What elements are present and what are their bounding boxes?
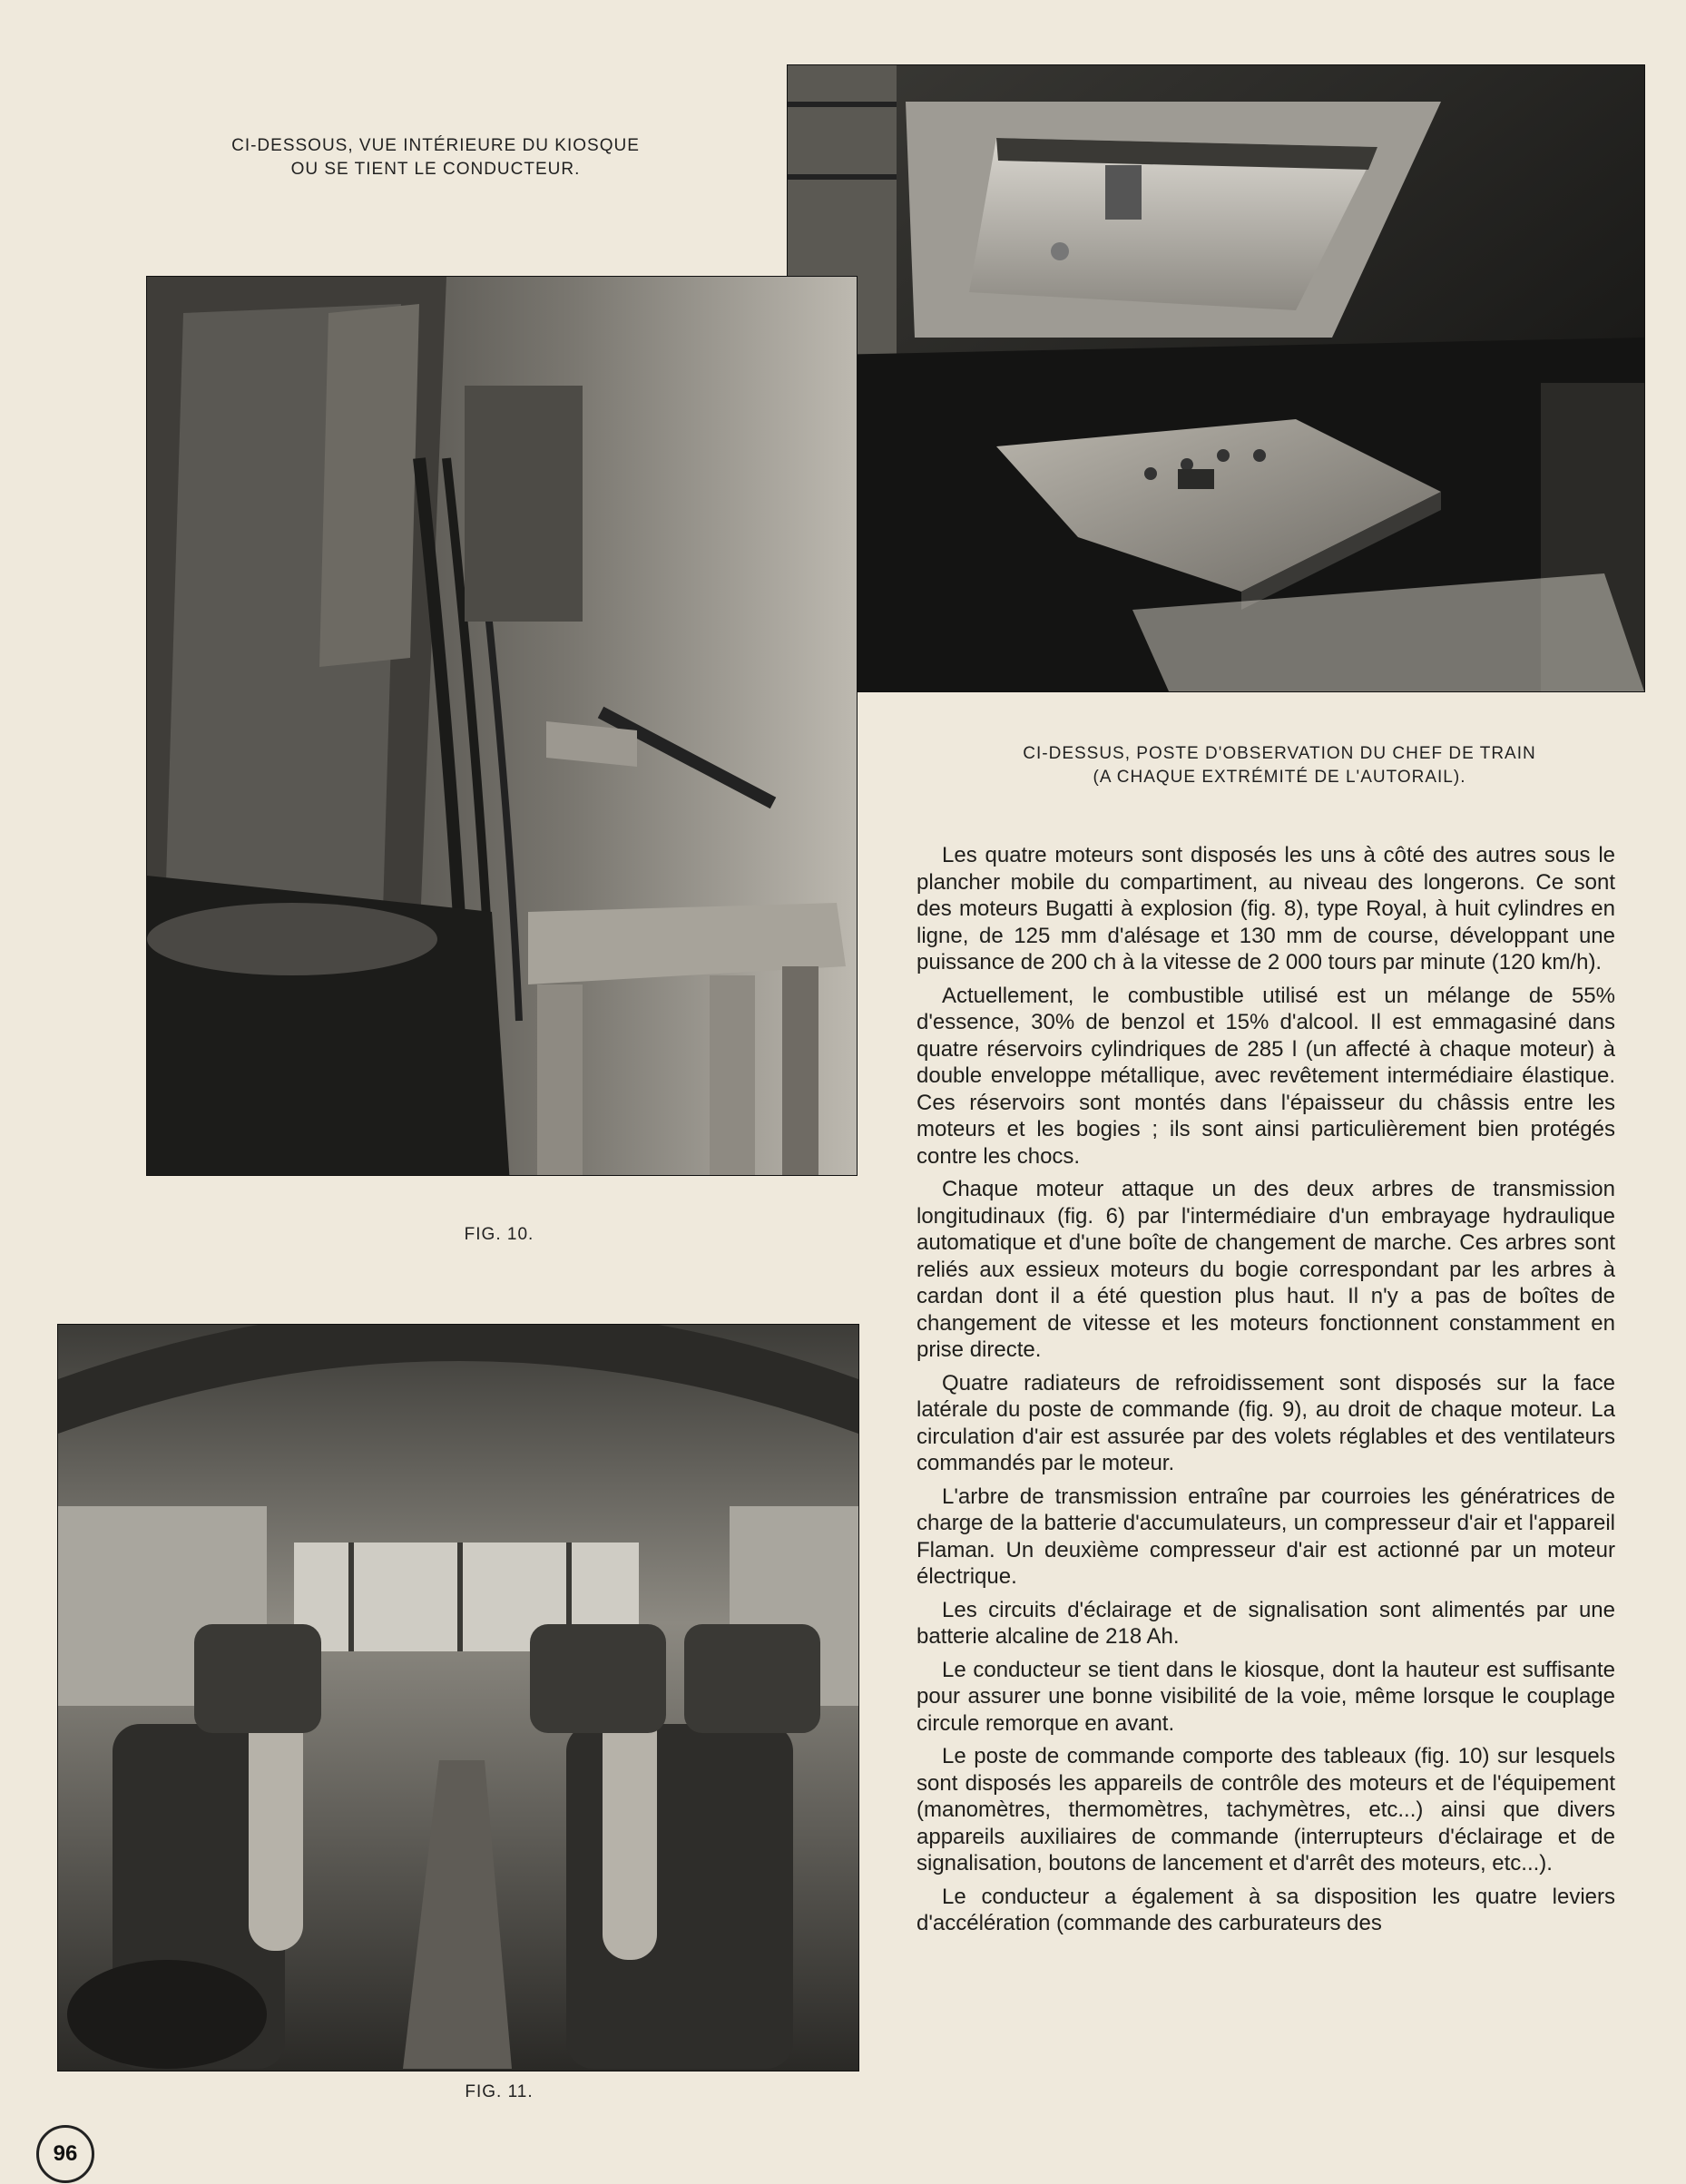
article-paragraph: Chaque moteur attaque un des deux arbres de transmission longitudinaux (fig. 6) par l'intermédiaire d'un embrayage hydraulique automatique et d'une boîte de changement de marche. Ces arbres sont reliés aux essieux moteurs du bogie correspondant par les arbres à cardan dont il a été question plus haut. Il n'y a pas de boîtes de changement de vitesse et les moteurs fonctionnent constamment en prise directe. xyxy=(917,1177,1615,1362)
caption-observation-line-1: CI-DESSUS, POSTE D'OBSERVATION DU CHEF DE TRAIN xyxy=(1023,744,1536,763)
article-paragraph: Quatre radiateurs de refroidissement sont disposés sur la face latérale du poste de commande (fig. 9), au droit de chaque moteur. La circulation d'air est assurée par des volets réglables et des ventilateurs commandés par le moteur. xyxy=(917,1370,1615,1475)
caption-kiosk-line-1: CI-DESSOUS, VUE INTÉRIEURE DU KIOSQUE xyxy=(231,136,640,155)
article-paragraph: Les circuits d'éclairage et de signalisation sont alimentés par une batterie alcaline de 218 Ah. xyxy=(917,1597,1615,1649)
compartment-illustration xyxy=(58,1325,858,2071)
fig-11-label: FIG. 11. xyxy=(465,2082,534,2101)
page-number: 96 xyxy=(53,2141,78,2166)
article-paragraph: L'arbre de transmission entraîne par courroies les génératrices de charge de la batterie d'accumulateurs, un compresseur d'air et l'appareil Flaman. Un deuxième compresseur d'air est actionné par un moteur électrique. xyxy=(917,1484,1615,1589)
photo-fig-10-kiosk xyxy=(147,277,857,1175)
fig-10-label: FIG. 10. xyxy=(464,1225,534,1244)
photo-fig-11-compartment xyxy=(58,1325,858,2071)
caption-kiosk xyxy=(163,134,708,181)
article-paragraph: Le poste de commande comporte des tableaux (fig. 10) sur lesquels sont disposés les appareils de contrôle des moteurs et de l'équipement (manomètres, thermomètres, tachymètres, etc...) ainsi que divers appareils auxiliaires de commande (interrupteurs d'éclairage et de signalisation, boutons de lancement et d'arrêt des moteurs, etc...). xyxy=(917,1744,1615,1875)
caption-observation-line-2: (A CHAQUE EXTRÉMITÉ DE L'AUTORAIL). xyxy=(1093,767,1466,787)
article-paragraph: Le conducteur a également à sa disposition les quatre leviers d'accélération (commande des carburateurs des xyxy=(917,1884,1615,1935)
photo-observation-post xyxy=(788,65,1644,691)
kiosk-interior-illustration xyxy=(147,277,857,1175)
page-number-badge xyxy=(36,2125,94,2183)
caption-observation xyxy=(907,742,1652,788)
article-paragraph: Le conducteur se tient dans le kiosque, dont la hauteur est suffisante pour assurer une bonne visibilité de la voie, même lorsque le couplage circule remorque en avant. xyxy=(917,1657,1615,1736)
article-paragraph: Les quatre moteurs sont disposés les uns à côté des autres sous le plancher mobile du compartiment, au niveau des longerons. Ce sont des moteurs Bugatti à explosion (fig. 8), type Royal, à huit cylindres en ligne, de 125 mm d'alésage et 130 mm de course, développant une puissance de 200 ch à la vitesse de 2 000 tours par minute (120 km/h). xyxy=(917,843,1615,974)
article-paragraph: Actuellement, le combustible utilisé est un mélange de 55% d'essence, 30% de benzol et 15% d'alcool. Il est emmagasiné dans quatre réservoirs cylindriques de 285 l (un affecté à chaque moteur) à double enveloppe métallique, avec revêtement intermédiaire élastique. Ces réservoirs sont montés dans l'épaisseur du châssis entre les moteurs et les bogies ; ils sont ainsi particulièrement bien protégés contre les chocs. xyxy=(917,983,1615,1169)
article-body xyxy=(917,842,1615,1944)
caption-kiosk-line-2: OU SE TIENT LE CONDUCTEUR. xyxy=(290,159,581,179)
observation-post-illustration xyxy=(788,65,1644,691)
